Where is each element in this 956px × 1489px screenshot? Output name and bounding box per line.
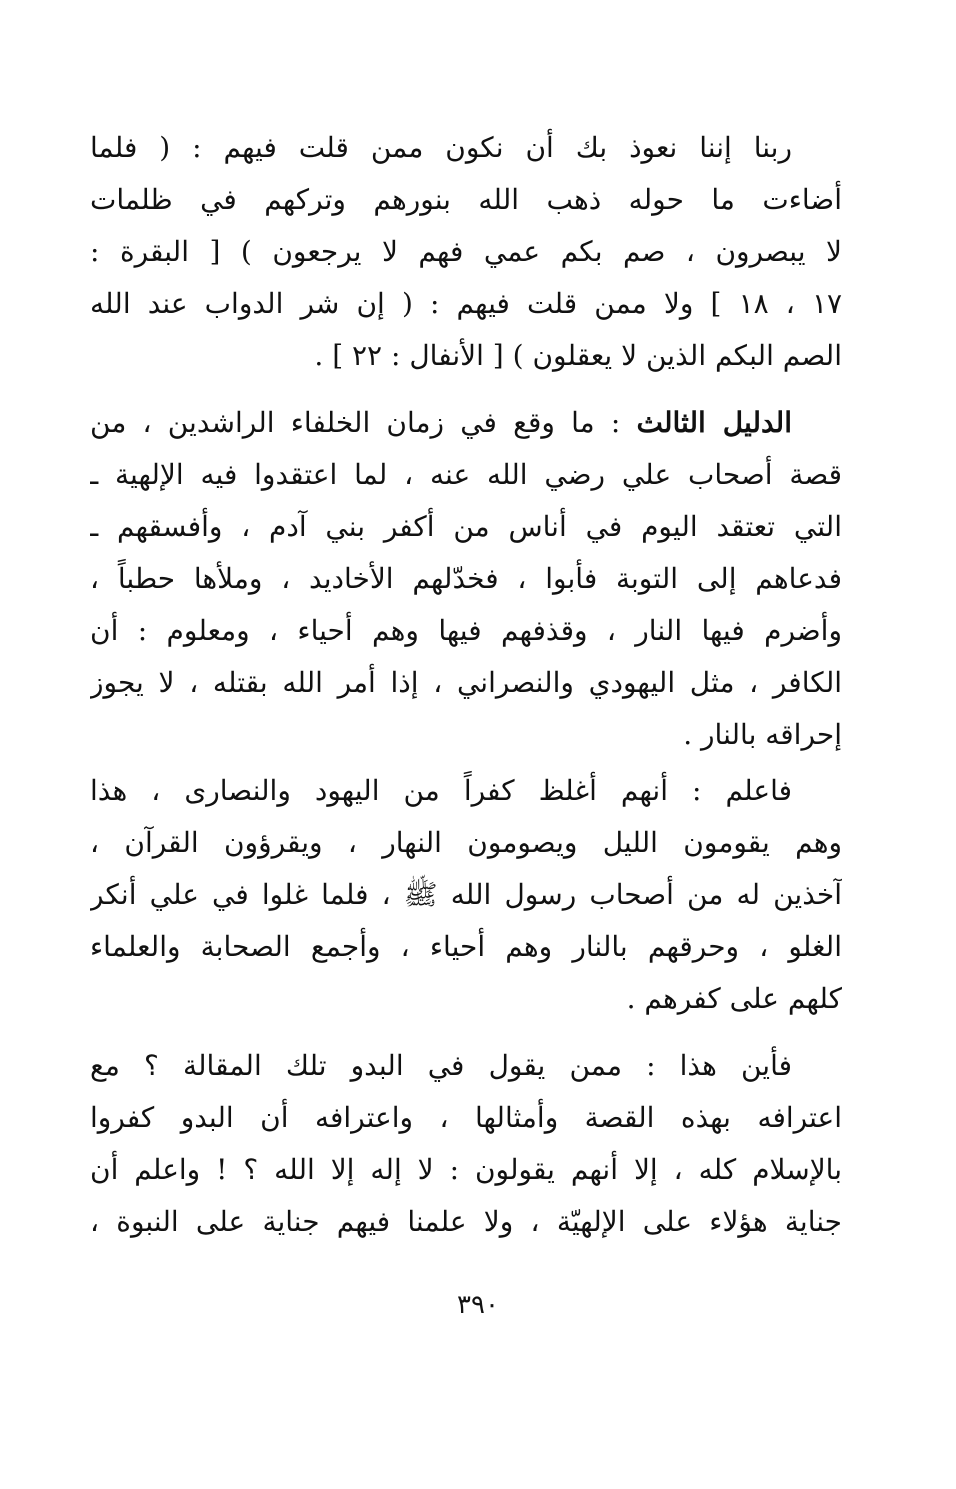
text-line: بالإسلام كله ، إلا أنهم يقولون : لا إله إلا الله ؟ ! واعلم أن (90, 1153, 842, 1186)
text-line: كلهم على كفرهم . (626, 982, 842, 1015)
text-line (90, 397, 842, 449)
text-line: الغلو ، وحرقهم بالنار وهم أحياء ، وأجمع الصحابة والعلماء (90, 930, 842, 963)
text-line: قصة أصحاب علي رضي الله عنه ، لما اعتقدوا فيه الإلهية ـ (90, 458, 842, 491)
text-line: فدعاهم إلى التوبة فأبوا ، فخدّلهم الأخاديد ، وملأها حطباً ، (90, 562, 842, 595)
text-line: ربنا إننا نعوذ بك أن نكون ممن قلت فيهم : ( فلما (90, 131, 792, 164)
text-line: أضاءت ما حوله ذهب الله بنورهم وتركهم في ظلمات (90, 183, 842, 216)
text-line: فأين هذا : ممن يقول في البدو تلك المقالة ؟ مع (90, 1049, 792, 1082)
text-line: وأضرم فيها النار ، وقذفهم فيها وهم أحياء ، ومعلوم : أن (90, 614, 842, 647)
text-line: الصم البكم الذين لا يعقلون ) [ الأنفال : ٢٢ ] . (314, 339, 842, 372)
text-line: الكافر ، مثل اليهودي والنصراني ، إذا أمر الله بقتله ، لا يجوز (90, 666, 842, 699)
paragraph-1 (90, 122, 842, 382)
text-line: إحراقه بالنار . (683, 718, 842, 751)
page-number: ٣٩٠ (457, 1290, 499, 1320)
text-line: ١٧ ، ١٨ ] ولا ممن قلت فيهم : ( إن شر الدواب عند الله (90, 287, 842, 320)
paragraph-2 (90, 397, 842, 761)
paragraph-4 (90, 1040, 842, 1248)
text-line: اعترافه بهذه القصة وأمثالها ، واعترافه أن البدو كفروا (90, 1101, 842, 1134)
text-line: التي تعتقد اليوم في أناس من أكفر بني آدم ، وأفسقهم ـ (90, 510, 842, 543)
text-line: وهم يقومون الليل ويصومون النهار ، ويقرؤون القرآن ، (90, 826, 842, 859)
paragraph-3 (90, 765, 842, 1025)
text-line-rest: : ما وقع في زمان الخلفاء الراشدين ، من (90, 406, 637, 439)
text-line: جناية هؤلاء على الإلهيّة ، ولا علمنا فيهم جناية على النبوة ، (90, 1205, 842, 1238)
text-line: لا يبصرون ، صم بكم عمي فهم لا يرجعون ) [ البقرة : (90, 235, 842, 268)
text-line: فاعلم : أنهم أغلظ كفراً من اليهود والنصارى ، هذا (90, 774, 792, 807)
section-heading: الدليل الثالث (636, 406, 792, 439)
text-line: آخذين له من أصحاب رسول الله ﷺ ، فلما غلوا في علي أنكر (90, 878, 842, 911)
